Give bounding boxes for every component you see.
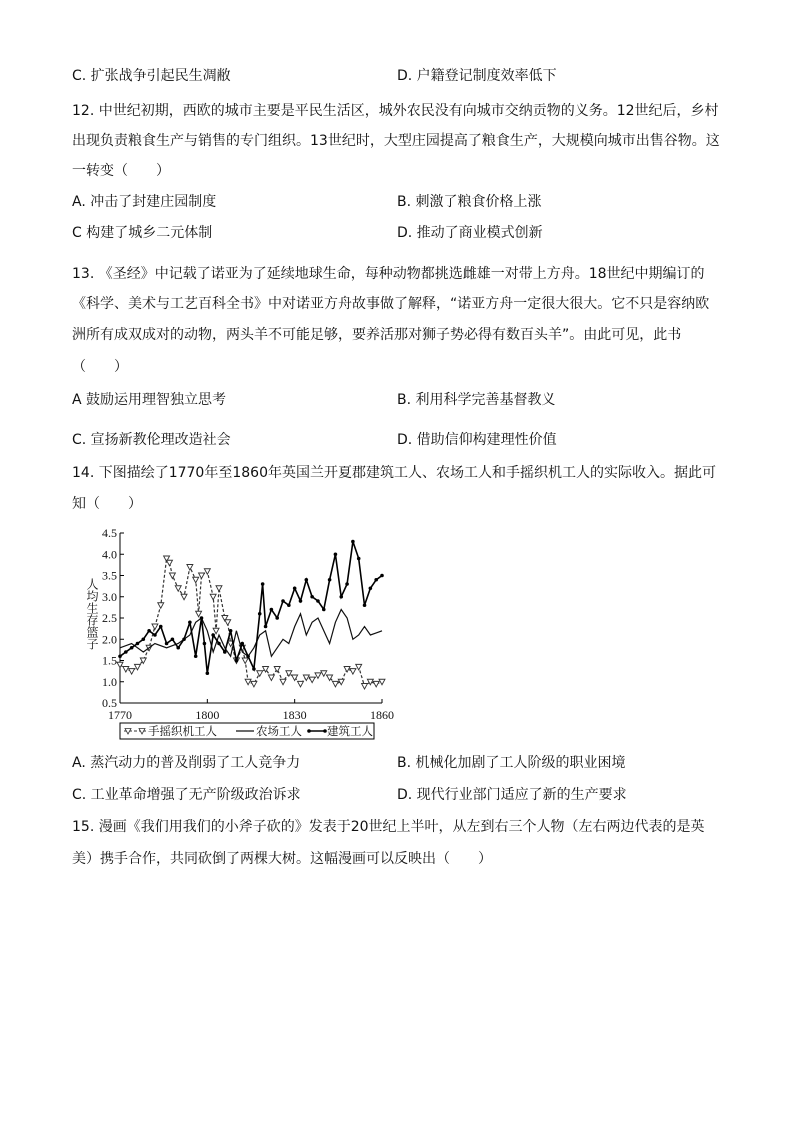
data-point: [187, 565, 193, 571]
q13-option-a: A 鼓励运用理智独立思考: [72, 392, 227, 408]
data-point: [229, 629, 233, 633]
y-tick-label: 4.5: [102, 526, 117, 540]
y-axis-label: 人均生存篮子: [85, 578, 99, 650]
data-point: [321, 671, 327, 677]
y-tick-label: 2.5: [102, 611, 117, 625]
q12-stem-line-1: 12. 中世纪初期，西欧的城市主要是平民生活区，城外农民没有向城市交纳贡物的义务。12世纪后，乡村: [72, 103, 719, 119]
q12-stem-line-3: 一转变（ ）: [72, 163, 170, 179]
data-point: [316, 599, 320, 603]
data-point: [176, 646, 180, 650]
income-line-chart: [70, 518, 400, 748]
data-point: [287, 603, 291, 607]
data-point: [357, 557, 361, 561]
q14-stem-line-2: 知（ ）: [72, 496, 142, 512]
data-point: [322, 608, 326, 612]
q13-stem-line-2: 《科学、美术与工艺百科全书》中对诺亚方舟故事做了解释，“诺亚方舟一定很大很大。它不只是容纳欧: [72, 296, 710, 312]
data-point: [310, 595, 314, 599]
data-point: [373, 681, 379, 687]
data-point: [328, 578, 332, 582]
y-tick-label: 3.5: [102, 568, 117, 583]
q14-option-c: C. 工业革命增强了无产阶级政治诉求: [72, 787, 301, 803]
data-point: [303, 675, 309, 681]
x-tick-label: 1860: [370, 708, 394, 722]
data-point: [270, 608, 274, 612]
y-tick-label: 1.0: [102, 674, 117, 689]
q15-stem-line-1: 15. 漫画《我们用我们的小斧子砍的》发表于20世纪上半叶，从左到右三个人物（左右两边代表的是英: [72, 819, 705, 835]
data-point: [153, 633, 157, 637]
data-point: [339, 595, 343, 599]
data-point: [275, 616, 279, 620]
data-point: [251, 681, 257, 687]
data-point: [379, 679, 385, 685]
legend-marker: [307, 729, 311, 733]
data-point: [297, 681, 303, 687]
legend-label: 农场工人: [256, 726, 302, 738]
data-point: [252, 667, 256, 671]
data-point: [199, 573, 205, 579]
data-point: [356, 664, 362, 670]
data-point: [196, 611, 202, 617]
data-point: [130, 646, 134, 650]
q13-stem-line-3: 洲所有成双成对的动物，两头羊不可能足够，要养活那对狮子势必得有数百头羊”。由此可见，此书: [72, 327, 682, 343]
q11-option-d: D. 户籍登记制度效率低下: [397, 68, 557, 84]
data-point: [258, 612, 262, 616]
data-point: [141, 637, 145, 641]
data-point: [299, 599, 303, 603]
q12-option-d: D. 推动了商业模式创新: [397, 225, 543, 241]
data-point: [344, 667, 350, 673]
y-tick-label: 1.5: [102, 653, 117, 668]
data-point: [158, 603, 164, 609]
x-tick-label: 1830: [282, 708, 307, 722]
q15-stem-line-2: 美）携手合作，共同砍倒了两棵大树。这幅漫画可以反映出（ ）: [72, 851, 492, 867]
data-point: [216, 586, 222, 592]
data-point: [225, 620, 231, 626]
data-point: [362, 684, 368, 690]
q12-stem-line-2: 出现负责粮食生产与销售的专门组织。13世纪时，大型庄园提高了粮食生产，大规模向城市出售谷物。这: [72, 133, 720, 149]
data-point: [165, 642, 169, 646]
legend-label: 建筑工人: [327, 726, 373, 738]
y-tick-label: 2.0: [102, 632, 117, 647]
q12-option-b: B. 刺激了粮食价格上涨: [397, 194, 542, 210]
data-point: [118, 654, 122, 658]
data-point: [213, 628, 219, 634]
data-point: [171, 637, 175, 641]
chart-series: [117, 540, 385, 689]
q13-stem-line-4: （ ）: [72, 359, 128, 375]
series-line-1: [120, 559, 382, 687]
data-point: [200, 616, 204, 620]
q14-option-d: D. 现代行业部门适应了新的生产要求: [397, 787, 627, 803]
chart-axes: [85, 526, 394, 722]
data-point: [246, 654, 250, 658]
data-point: [203, 642, 207, 646]
q12-option-a: A. 冲击了封建庄园制度: [72, 194, 217, 210]
q13-option-d: D. 借助信仰构建理性价值: [397, 432, 557, 448]
data-point: [293, 586, 297, 590]
data-point: [351, 540, 355, 544]
q13-stem-line-1: 13. 《圣经》中记载了诺亚为了延续地球生命，每种动物都挑选雌雄一对带上方舟。18世纪中期编订的: [72, 266, 705, 282]
data-point: [363, 603, 367, 607]
data-point: [129, 669, 135, 675]
data-point: [188, 620, 192, 624]
legend-label: 手摇织机工人: [148, 726, 217, 738]
data-point: [193, 577, 199, 583]
data-point: [257, 671, 263, 677]
q13-option-b: B. 利用科学完善基督教义: [397, 392, 556, 408]
data-point: [147, 629, 151, 633]
data-point: [245, 679, 251, 685]
data-point: [175, 586, 181, 592]
q13-option-c: C. 宣扬新教伦理改造社会: [72, 432, 231, 448]
data-point: [309, 677, 315, 683]
data-point: [292, 675, 298, 681]
data-point: [166, 560, 172, 566]
q14-stem-line-1: 14. 下图描绘了1770年至1860年英国兰开夏郡建筑工人、农场工人和手摇织机工人的实际收入。据此可: [72, 465, 716, 481]
series-line-3: [120, 542, 382, 674]
data-point: [210, 594, 216, 600]
data-point: [242, 658, 248, 664]
chart-legend: [120, 723, 374, 739]
series-line-2: [120, 610, 382, 657]
data-point: [268, 675, 274, 681]
data-point: [280, 679, 286, 685]
data-point: [217, 642, 221, 646]
x-tick-label: 1800: [195, 708, 220, 722]
data-point: [206, 671, 210, 675]
data-point: [223, 650, 227, 654]
q14-option-a: A. 蒸汽动力的普及削弱了工人竞争力: [72, 755, 301, 771]
q12-option-c: C 构建了城乡二元体制: [72, 225, 213, 241]
data-point: [136, 642, 140, 646]
y-tick-label: 4.0: [102, 547, 117, 562]
data-point: [350, 669, 356, 675]
data-point: [332, 681, 338, 687]
data-point: [211, 633, 215, 637]
data-point: [123, 667, 129, 673]
data-point: [182, 637, 186, 641]
data-point: [204, 569, 210, 575]
data-point: [159, 625, 163, 629]
q11-option-c: C. 扩张战争引起民生凋敝: [72, 68, 231, 84]
data-point: [369, 586, 373, 590]
q14-option-b: B. 机械化加剧了工人阶级的职业困境: [397, 755, 626, 771]
data-point: [235, 659, 239, 663]
data-point: [305, 578, 309, 582]
data-point: [345, 582, 349, 586]
data-point: [124, 650, 128, 654]
data-point: [334, 552, 338, 556]
data-point: [181, 594, 187, 600]
data-point: [281, 599, 285, 603]
data-point: [169, 573, 175, 579]
data-point: [380, 574, 384, 578]
data-point: [240, 642, 244, 646]
data-point: [194, 654, 198, 658]
data-point: [261, 582, 265, 586]
y-tick-label: 3.0: [102, 589, 117, 604]
x-tick-label: 1770: [108, 708, 132, 722]
data-point: [264, 625, 268, 629]
y-tick-label: 0.5: [102, 696, 117, 710]
data-point: [374, 578, 378, 582]
data-point: [152, 624, 158, 630]
